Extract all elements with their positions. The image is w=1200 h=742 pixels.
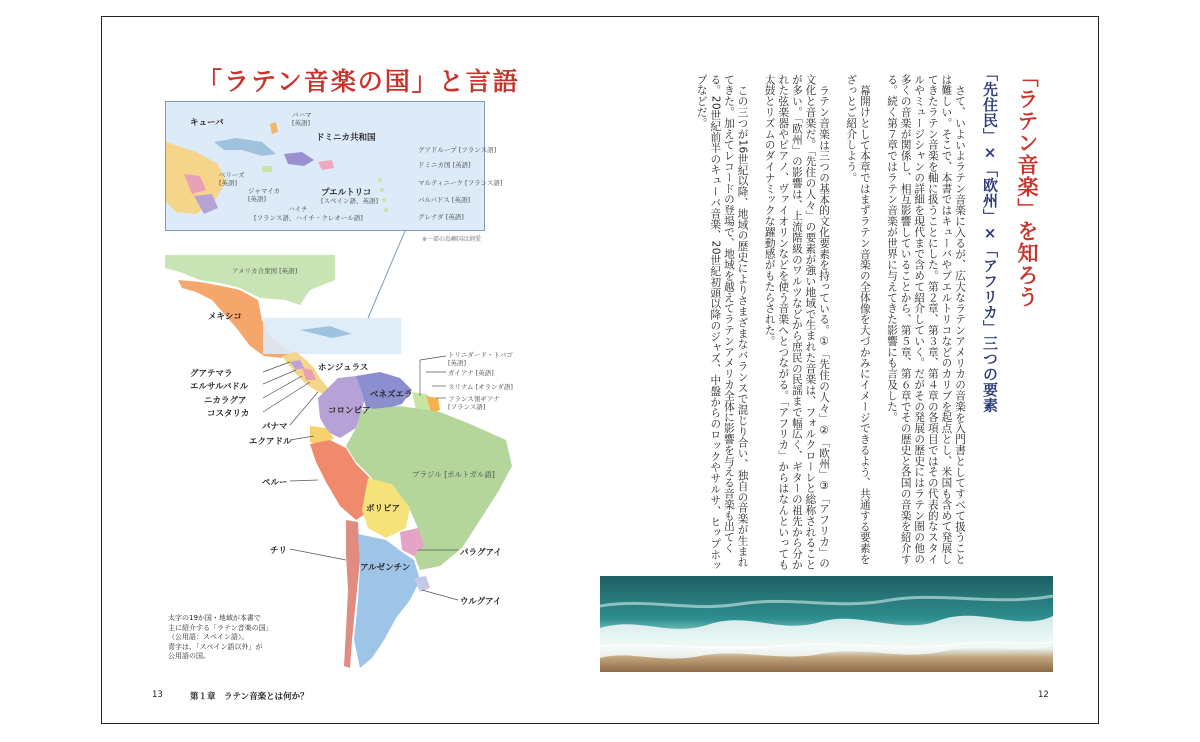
- label-mexico: メキシコ: [208, 312, 242, 322]
- legend-line: 太字の19か国・地域が本書で: [168, 614, 261, 622]
- label-bolivia: ボリビア: [366, 504, 401, 514]
- label-argentina: アルゼンチン: [360, 563, 411, 573]
- map-legend: [168, 614, 273, 662]
- label-panama: パナマ: [262, 422, 288, 432]
- label-colombia: コロンビア: [328, 406, 371, 416]
- label-jamaica: ジャマイカ: [248, 187, 281, 195]
- label-ecuador: エクアドル: [249, 437, 292, 447]
- label-trinidad: トリニダード・トバゴ: [448, 351, 513, 359]
- label-uruguay: ウルグアイ: [460, 597, 502, 607]
- label-bahamas: バハマ: [292, 111, 312, 119]
- label-costa-rica: コスタリカ: [207, 409, 250, 419]
- legend-line: （公用語：スペイン語）。: [168, 633, 249, 641]
- body-paragraph: 幕開けとして本章ではまずラテン音楽の全体像を大づかみにイメージできるよう、共通する要素をざっとご紹介しよう。: [845, 74, 871, 565]
- map-argentina: [354, 534, 420, 668]
- label-dominican-republic: ドミニカ共和国: [316, 133, 376, 143]
- page-number-right: 12: [1038, 690, 1049, 700]
- label-martinique: マルティニーク [フランス語]: [418, 179, 503, 187]
- section-subheading: 「先住民」×「欧州」×「アフリカ」三つの要素: [981, 66, 999, 413]
- chapter-footer: 第１章 ラテン音楽とは何か？: [190, 692, 309, 702]
- label-cuba: キューバ: [190, 118, 224, 128]
- label-puerto-rico: プエルトリコ: [321, 188, 372, 198]
- label-belize: ベリーズ: [219, 171, 245, 179]
- body-paragraph: この三つが16世紀以降、地域の歴史によりさまざまなバランスで混じり合い、独自の音楽が生まれてきた。加えてレコードの登場で、地域を越えてラテンアメリカ全体に影響を与える音楽も出てくる。20世紀前半のキューバ音楽、20世紀初頭以降のジャズ、中盤からのロックやサルサ、ヒップホップなどだ。: [695, 74, 749, 571]
- label-french-guiana-lang: [フランス語]: [448, 403, 486, 411]
- label-usa: アメリカ合衆国 [英語]: [232, 267, 298, 275]
- label-brazil: ブラジル [ポルトガル語]: [412, 470, 495, 479]
- legend-line: 主に紹介する「ラテン音楽の国」: [168, 623, 273, 632]
- body-paragraph: ラテン音楽は三つの基本的文化要素を持っている。①「先住の人々」②「欧州」③「アフリカ」の文化と音楽だ。「先住の人々」の要素が強い地域で生まれた音楽は、フォルクローレと総称されることが多い。「欧州」の影響は、上流階級のワルツなどから庶民の民謡まで幅広く、ギターの祖先から分かれた弦楽器やピアノ、ヴァイオリンなどを使う音楽へとつながる。「アフリカ」からはなんといっても太鼓とリズムのダイナミックな躍動感がもたらされた。: [763, 74, 831, 571]
- label-dominica: ドミニカ国 [英語]: [418, 161, 471, 169]
- page-number-left: 13: [152, 690, 163, 700]
- label-guyana: ガイアナ [英語]: [448, 369, 494, 377]
- label-peru: ペルー: [262, 478, 288, 488]
- label-paraguay: パラグアイ: [460, 548, 502, 558]
- label-honduras: ホンジュラス: [318, 363, 369, 373]
- label-guatemala: グアテマラ: [190, 369, 233, 379]
- legend-line: 青字は、「スペイン語以外」が: [168, 642, 263, 651]
- label-haiti: ハイチ: [288, 205, 308, 213]
- label-bahamas-lang: [英語]: [292, 119, 311, 127]
- section-heading: 「ラテン音楽」を知ろう: [1015, 66, 1039, 308]
- label-jamaica-lang: [英語]: [248, 195, 267, 203]
- label-nicaragua: ニカラグア: [204, 396, 247, 406]
- label-grenada: グレナダ [英語]: [418, 213, 464, 221]
- label-suriname: スリナム [オランダ語]: [448, 383, 513, 391]
- label-haiti-lang: [フランス語、ハイチ・クレオール語]: [254, 214, 363, 222]
- label-trinidad-lang: [英語]: [448, 359, 467, 367]
- body-text: [656, 74, 966, 574]
- map-title: 「ラテン音楽の国」と言語: [197, 67, 520, 96]
- label-barbados: バルバドス [英語]: [418, 196, 470, 204]
- label-puerto-rico-lang: [スペイン語、英語]: [321, 197, 379, 205]
- label-guadeloupe: グアドループ [フランス語]: [418, 146, 497, 154]
- body-paragraph: さて、いよいよラテン音楽に入るが、広大なラテンアメリカの音楽を入門書としてすべて扱うことは難しい。そこで、本書ではキューバやプエルトリコなどのカリブを起点とし、米国も含めて発展してきたラテン音楽を軸に扱うことにした。第２章、第３章、第４章の各項目ではその代表的なスタイルやミュージシャンの詳細を現代まで含めて紹介していく。だがその発展の歴史にはラテン圏の他の多くの音楽が関係し、相互影響していることから、第５章、第６章でその歴史と各国の音楽を紹介する。続く第７章ではラテン音楽が世界に与えてきた影響にも言及した。: [886, 74, 966, 565]
- label-venezuela: ベネズエラ: [370, 390, 413, 400]
- label-chile: チリ: [270, 546, 288, 556]
- label-french-guiana: フランス領ギアナ: [448, 395, 500, 403]
- legend-line: 公用語の国。: [168, 652, 210, 660]
- label-belize-lang: [英語]: [219, 179, 238, 187]
- ocean-waves-photo: [600, 576, 1053, 672]
- inset-note: ※一部の島嶼国は割愛: [422, 236, 482, 243]
- label-el-salvador: エルサルバドル: [190, 382, 249, 392]
